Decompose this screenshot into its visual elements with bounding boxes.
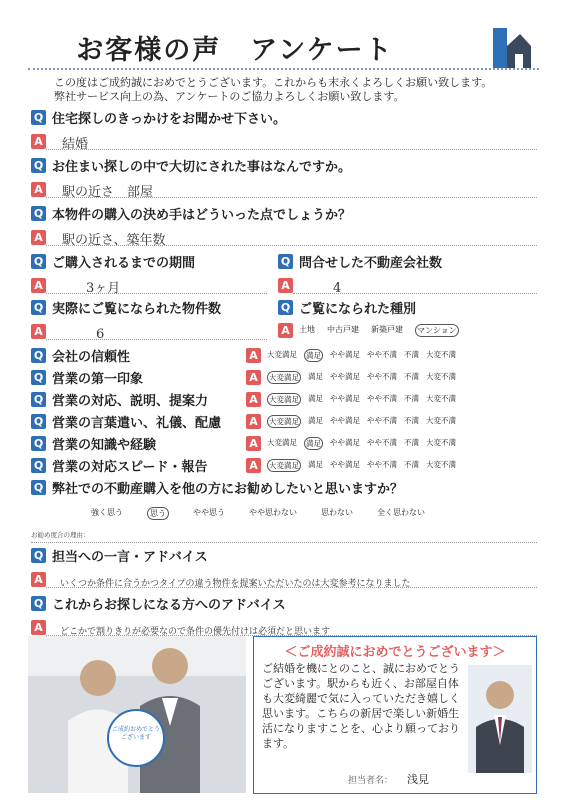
scale-option-selected[interactable]: 大変満足 — [269, 416, 299, 426]
question-text: 弊社での不動産購入を他の方にお勧めしたいと思いますか？ — [52, 482, 404, 497]
scale-option[interactable]: やや不満 — [367, 393, 397, 403]
rating-row — [31, 366, 541, 388]
period-block — [31, 252, 267, 294]
a-badge: A — [31, 324, 46, 339]
kind-options — [299, 324, 459, 337]
rating-question: 営業の知識や経験 — [52, 437, 157, 453]
rating-question: 営業の対応スピード・報告 — [52, 459, 208, 475]
scale-option[interactable]: 不満 — [404, 415, 419, 425]
question-text: ご覧になられた種別 — [299, 302, 417, 317]
q-badge: Q — [31, 158, 46, 173]
companies-block — [278, 252, 537, 294]
rating-row — [31, 432, 541, 454]
a-badge: A — [31, 230, 46, 245]
answer-line — [46, 229, 537, 246]
scale-option[interactable]: やや不満 — [367, 459, 397, 469]
message-body: ご結婚を機にとのこと、誠におめでとうございます。駅からも近く、お部屋自体も大変綺麗で気に入っていただき嬉しく思います。こちらの新居で楽しい新婚生活になりますことを、心より願っております。 — [262, 662, 460, 750]
rating-row — [31, 344, 541, 366]
scale-option[interactable]: 大変満足 — [267, 437, 297, 447]
signature-label: 担当者名： — [348, 776, 394, 786]
scale-option[interactable]: 大変不満 — [426, 415, 456, 425]
answer-text: 結婚 — [62, 137, 89, 152]
answer-text: いくつか条件に合うかつタイプの違う物件を提案いただいたのは大変参考になりました — [60, 579, 411, 588]
signature — [348, 771, 429, 787]
scale-option[interactable]: 大変不満 — [426, 349, 456, 359]
question-block-1 — [31, 108, 537, 150]
answer-line — [46, 133, 537, 150]
answer-line — [46, 571, 537, 588]
customer-photo — [28, 636, 246, 793]
rating-scale — [267, 371, 456, 384]
q-badge: Q — [31, 254, 46, 269]
q-badge: Q — [31, 596, 46, 611]
answer-line — [46, 323, 267, 340]
scale-option[interactable]: 大変不満 — [426, 459, 456, 469]
a-badge: A — [31, 278, 46, 293]
kind-option-selected[interactable]: マンション — [417, 326, 457, 335]
scale-option[interactable]: やや満足 — [330, 349, 360, 359]
answer-line — [293, 277, 537, 294]
question-text: ご購入されるまでの期間 — [52, 256, 196, 271]
answer-line — [46, 277, 267, 294]
a-badge: A — [31, 182, 46, 197]
company-logo — [493, 28, 531, 68]
scale-option[interactable]: 不満 — [404, 371, 419, 381]
answer-text: 駅の近さ、築年数 — [62, 233, 166, 248]
scale-option[interactable]: 満足 — [308, 393, 323, 403]
answer-text: 4 — [333, 281, 342, 296]
recommend-option[interactable]: 強く思う — [91, 508, 123, 517]
rating-scale — [267, 437, 456, 450]
question-text: これからお探しになる方へのアドバイス — [52, 598, 286, 613]
question-block-3 — [31, 204, 537, 246]
scale-option[interactable]: やや満足 — [330, 371, 360, 381]
scale-option-selected[interactable]: 大変満足 — [269, 372, 299, 382]
scale-option[interactable]: 大変不満 — [426, 437, 456, 447]
intro-line-2: 弊社サービス向上の為、アンケートのご協力よろしくお願い致します。 — [54, 90, 405, 103]
rating-row — [31, 454, 541, 476]
recommend-option[interactable]: やや思う — [193, 508, 225, 517]
question-text: 住宅探しのきっかけをお聞かせ下さい。 — [52, 112, 287, 127]
q-badge: Q — [31, 348, 46, 363]
scale-option[interactable]: やや不満 — [367, 371, 397, 381]
q-badge: Q — [31, 206, 46, 221]
a-badge: A — [31, 572, 46, 587]
a-badge: A — [246, 414, 261, 429]
scale-option[interactable]: やや満足 — [330, 415, 360, 425]
rating-row — [31, 410, 541, 432]
question-block-2 — [31, 156, 537, 198]
q-badge: Q — [31, 436, 46, 451]
scale-option-selected[interactable]: 満足 — [306, 438, 321, 448]
staff-message-box — [253, 636, 537, 794]
question-text: 本物件の購入の決め手はどういった点でしょうか？ — [52, 208, 352, 223]
header-divider — [28, 68, 539, 70]
page-title: お客様の声 アンケート — [76, 35, 394, 66]
signature-name: 浅見 — [407, 773, 430, 786]
scale-option[interactable]: 満足 — [308, 371, 323, 381]
kind-option[interactable]: 新築戸建 — [371, 325, 403, 334]
scale-option[interactable]: やや満足 — [330, 393, 360, 403]
scale-option[interactable]: やや満足 — [330, 437, 360, 447]
rating-question: 営業の言葉遣い、礼儀、配慮 — [52, 415, 222, 431]
rating-scale — [267, 393, 456, 406]
rating-question: 営業の対応、説明、提案力 — [52, 393, 209, 409]
answer-text: 3ヶ月 — [86, 281, 121, 296]
scale-option[interactable]: 不満 — [404, 459, 419, 469]
scale-option[interactable]: やや不満 — [367, 349, 397, 359]
recommend-option-selected[interactable]: 思う — [147, 507, 169, 520]
kind-option[interactable]: 土地 — [299, 325, 315, 334]
scale-option-selected[interactable]: 満足 — [306, 350, 321, 360]
q-badge: Q — [31, 392, 46, 407]
a-badge: A — [246, 458, 261, 473]
message-heading: ＜ご成約誠におめでとうございます＞ — [284, 645, 506, 660]
a-badge: A — [278, 278, 293, 293]
q-badge: Q — [31, 370, 46, 385]
q-badge: Q — [31, 414, 46, 429]
answer-text: 6 — [96, 327, 105, 342]
comment-staff-block — [31, 546, 537, 588]
q-badge: Q — [31, 110, 46, 125]
question-text: 担当への一言・アドバイス — [52, 550, 208, 565]
a-badge: A — [246, 392, 261, 407]
scale-option-selected[interactable]: 大変満足 — [269, 460, 299, 470]
kinds-block — [278, 298, 537, 338]
a-badge: A — [246, 370, 261, 385]
q-badge: Q — [278, 254, 293, 269]
rating-scale — [267, 415, 456, 428]
recommend-options — [91, 507, 537, 520]
question-text: お住まい探しの中で大切にされた事はなんですか。 — [52, 160, 352, 175]
answer-line — [46, 181, 537, 198]
a-badge: A — [246, 348, 261, 363]
scale-option[interactable]: やや満足 — [330, 459, 360, 469]
a-badge: A — [31, 620, 46, 635]
scale-option[interactable]: 不満 — [404, 437, 419, 447]
recommend-block — [31, 478, 537, 543]
staff-photo — [468, 665, 532, 773]
question-text: 問合せした不動産会社数 — [299, 256, 443, 271]
recommend-option[interactable]: 思わない — [321, 508, 353, 517]
answer-text: どこかで割りきりが必要なので条件の優先付けは必須だと思います — [60, 627, 331, 636]
scale-option[interactable]: 大変不満 — [426, 393, 456, 403]
q-badge: Q — [31, 458, 46, 473]
rating-scale — [267, 459, 456, 472]
scale-option[interactable]: やや不満 — [367, 415, 397, 425]
intro-text — [54, 76, 492, 104]
scale-option[interactable]: 大変満足 — [267, 349, 297, 359]
answer-text: 駅の近さ 部屋 — [62, 185, 154, 200]
rating-question: 営業の第一印象 — [52, 371, 144, 387]
scale-option[interactable]: 不満 — [404, 349, 419, 359]
q-badge: Q — [31, 480, 46, 495]
rating-scale — [267, 349, 456, 362]
q-badge: Q — [31, 300, 46, 315]
scale-option[interactable]: やや不満 — [367, 437, 397, 447]
intro-line-1: この度はご成約誠におめでとうございます。これからも末永くよろしくお願い致します。 — [54, 76, 493, 89]
scale-option[interactable]: 大変不満 — [426, 371, 456, 381]
advice-block — [31, 594, 537, 636]
rating-question: 会社の信頼性 — [52, 349, 131, 365]
reason-label: お勧め度合の理由： — [31, 530, 537, 543]
kind-option[interactable]: 中古戸建 — [327, 325, 359, 334]
recommend-option[interactable]: やや思わない — [249, 508, 297, 517]
scale-option[interactable]: 満足 — [308, 415, 323, 425]
photo-board-text: ご成約おめでとうございます — [112, 726, 161, 741]
scale-option[interactable]: 不満 — [404, 393, 419, 403]
recommend-option[interactable]: 全く思わない — [377, 508, 425, 517]
q-badge: Q — [31, 548, 46, 563]
answer-line — [46, 619, 537, 636]
rating-row — [31, 388, 541, 410]
question-text: 実際にご覧になられた物件数 — [52, 302, 222, 317]
a-badge: A — [278, 323, 293, 338]
ratings-table — [31, 344, 541, 476]
scale-option[interactable]: 満足 — [308, 459, 323, 469]
a-badge: A — [31, 134, 46, 149]
q-badge: Q — [278, 300, 293, 315]
viewed-block — [31, 298, 267, 340]
a-badge: A — [246, 436, 261, 451]
scale-option-selected[interactable]: 大変満足 — [269, 394, 299, 404]
